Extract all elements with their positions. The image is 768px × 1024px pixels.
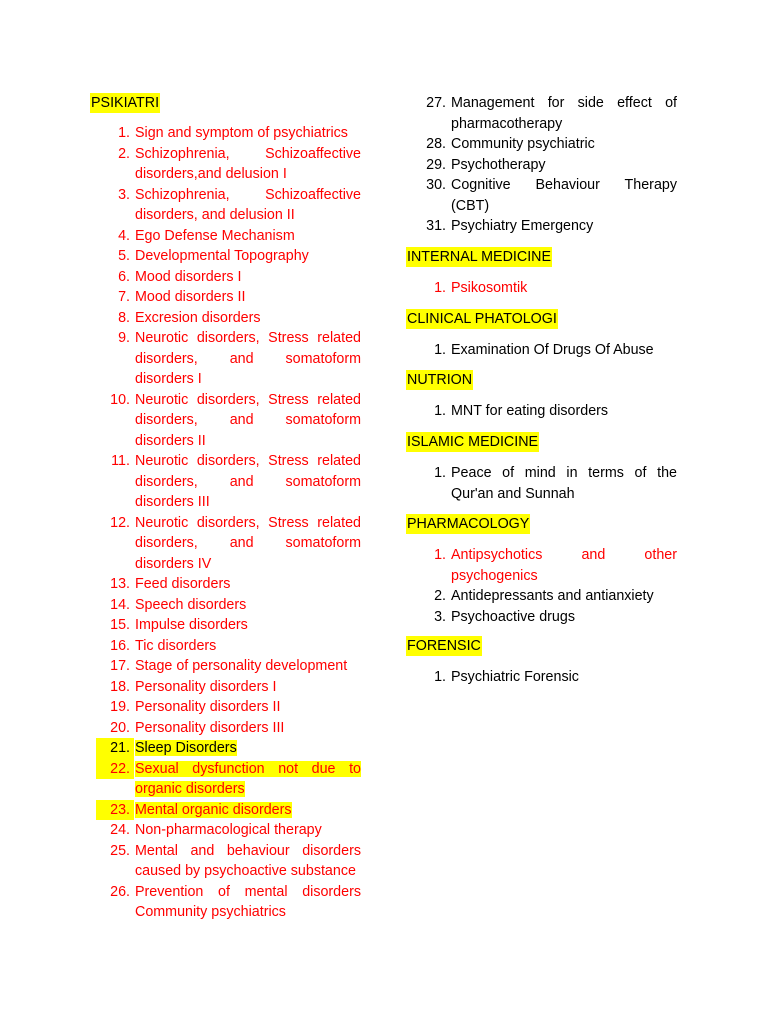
list-item (110, 615, 361, 636)
list-item-text: Psychoactive drugs (451, 608, 575, 625)
list-item-text: Neurotic disorders, Stress related disorders, and somatoform disorders II (135, 391, 361, 449)
list-item-number: 10. (110, 391, 130, 408)
list-item-number: 7. (118, 289, 130, 305)
list-item-text: Mental organic disorders (135, 801, 292, 818)
list-item-text: Excresion disorders (135, 309, 261, 326)
section-list (434, 401, 677, 422)
list-item-number: 20. (110, 719, 130, 736)
list-item-text: Schizophrenia, Schizoaffective disorders, and delusion II (135, 186, 361, 223)
list-item-text: MNT for eating disorders (451, 403, 609, 419)
list-item (426, 216, 677, 237)
section-list (434, 463, 677, 504)
list-item-text: Psychotherapy (451, 156, 546, 173)
list-item-number: 24. (110, 822, 130, 838)
section-heading: CLINICAL PHATOLOGI (407, 311, 557, 327)
list-item-text: Sleep Disorders (135, 740, 237, 756)
list-item-text: Sign and symptom of psychiatrics (135, 125, 348, 141)
list-item (434, 607, 677, 628)
list-item-text: Feed disorders (135, 576, 231, 592)
list-item-number: 1. (434, 403, 446, 419)
list-item (110, 759, 361, 800)
list-item (110, 513, 361, 575)
psikiatri-list-continued (426, 93, 677, 237)
list-item-number: 13. (110, 576, 130, 592)
list-item-number: 23. (96, 800, 134, 821)
list-item-text: Antipsychotics and other psychogenics (451, 547, 677, 584)
section-heading: FORENSIC (407, 638, 481, 654)
list-item-number: 11. (111, 453, 130, 469)
list-item (426, 175, 677, 216)
list-item-text: Speech disorders (135, 596, 247, 613)
list-item-text: Psychiatry Emergency (451, 218, 594, 234)
section-heading: ISLAMIC MEDICINE (407, 434, 539, 450)
list-item-text: Community psychiatric (451, 136, 595, 152)
list-item-number: 2. (118, 145, 130, 162)
list-item-number: 4. (118, 227, 130, 244)
list-item (118, 308, 361, 329)
section-list (434, 340, 677, 361)
list-item-text: Mood disorders II (135, 289, 246, 305)
list-item-text: Tic disorders (135, 637, 217, 654)
list-item (434, 278, 677, 299)
section-list (434, 278, 677, 299)
list-item (118, 267, 361, 288)
list-item-number: 17. (110, 658, 130, 674)
list-item (110, 718, 361, 739)
list-item (434, 586, 677, 607)
list-item-text: Cognitive Behaviour Therapy (CBT) (451, 177, 677, 214)
list-item-number: 31. (426, 218, 446, 234)
list-item-text: Schizophrenia, Schizoaffective disorders,and delusion I (135, 145, 361, 182)
list-item (110, 656, 361, 677)
list-item (110, 882, 361, 923)
list-item-number: 21. (96, 738, 134, 759)
list-item-text: Prevention of mental disorders Community psychiatrics (135, 883, 361, 920)
section-heading: PHARMACOLOGY (407, 516, 530, 532)
list-item-text: Non-pharmacological therapy (135, 822, 322, 838)
list-item (118, 185, 361, 226)
list-item-text: Mental and behaviour disorders caused by psychoactive substance (135, 842, 361, 879)
list-item-text: Psychiatric Forensic (451, 669, 579, 685)
list-item-number: 12. (110, 514, 130, 531)
list-item (110, 738, 361, 759)
list-item (434, 401, 677, 422)
list-item (110, 800, 361, 821)
list-item-number: 6. (118, 268, 130, 285)
list-item (110, 841, 361, 882)
list-item (110, 636, 361, 657)
list-item-number: 1. (434, 342, 446, 358)
list-item (426, 155, 677, 176)
psikiatri-list (110, 123, 361, 923)
list-item-text: Neurotic disorders, Stress related disorders, and somatoform disorders I (135, 330, 361, 387)
list-item (434, 545, 677, 586)
list-item-number: 1. (434, 547, 446, 563)
list-item-number: 1. (434, 669, 446, 685)
list-item (118, 144, 361, 185)
list-item-number: 2. (434, 588, 446, 604)
list-item-number: 19. (110, 699, 130, 715)
list-item-text: Personality disorders II (135, 699, 281, 715)
list-item-number: 9. (118, 330, 130, 346)
section-list (434, 545, 677, 627)
list-item-text: Stage of personality development (135, 658, 348, 674)
list-item (118, 123, 361, 144)
list-item-number: 15. (110, 617, 130, 633)
list-item (434, 463, 677, 504)
list-item-text: Peace of mind in terms of the Qur'an and Sunnah (451, 465, 677, 502)
list-item (110, 697, 361, 718)
list-item (110, 574, 361, 595)
list-item (111, 451, 361, 513)
list-item-number: 29. (426, 156, 446, 173)
section-heading: INTERNAL MEDICINE (407, 249, 552, 265)
list-item-text: Management for side effect of pharmacotherapy (451, 95, 677, 132)
list-item-number: 3. (118, 186, 130, 203)
list-item (434, 667, 677, 688)
section-heading-psikiatri: PSIKIATRI (91, 95, 160, 111)
list-item-text: Examination Of Drugs Of Abuse (451, 342, 654, 358)
list-item-number: 27. (426, 95, 446, 111)
list-item-text: Impulse disorders (135, 617, 248, 633)
list-item-number: 1. (434, 465, 446, 481)
list-item (110, 595, 361, 616)
list-item-text: Personality disorders I (135, 678, 277, 695)
list-item-text: Ego Defense Mechanism (135, 227, 295, 244)
list-item-text: Developmental Topography (135, 248, 309, 264)
section-heading: NUTRION (407, 372, 473, 388)
list-item-number: 3. (434, 608, 446, 625)
list-item-number: 8. (118, 309, 130, 326)
list-item-text: Personality disorders III (135, 719, 285, 736)
list-item-text: Neurotic disorders, Stress related disorders, and somatoform disorders IV (135, 514, 361, 572)
list-item (110, 820, 361, 841)
list-item (434, 340, 677, 361)
list-item-number: 30. (426, 177, 446, 193)
list-item (118, 226, 361, 247)
list-item-number: 16. (110, 637, 130, 654)
list-item-number: 28. (426, 136, 446, 152)
list-item (118, 287, 361, 308)
list-item (118, 246, 361, 267)
list-item-number: 25. (110, 842, 130, 859)
list-item-text: Sexual dysfunction not due to organic disorders (135, 760, 361, 797)
list-item (110, 390, 361, 452)
list-item (110, 677, 361, 698)
list-item (426, 134, 677, 155)
list-item-text: Mood disorders I (135, 268, 242, 285)
list-item-number: 14. (110, 596, 130, 613)
list-item-text: Psikosomtik (451, 280, 528, 296)
list-item-number: 1. (434, 280, 446, 296)
list-item-number: 22. (96, 759, 134, 780)
list-item-number: 18. (110, 678, 130, 695)
list-item (118, 328, 361, 390)
list-item-text: Neurotic disorders, Stress related disorders, and somatoform disorders III (135, 453, 361, 510)
list-item-number: 1. (118, 125, 130, 141)
list-item-text: Antidepressants and antianxiety (451, 588, 654, 604)
list-item (426, 93, 677, 134)
list-item-number: 5. (118, 248, 130, 264)
section-list (434, 667, 677, 688)
list-item-number: 26. (110, 883, 130, 900)
